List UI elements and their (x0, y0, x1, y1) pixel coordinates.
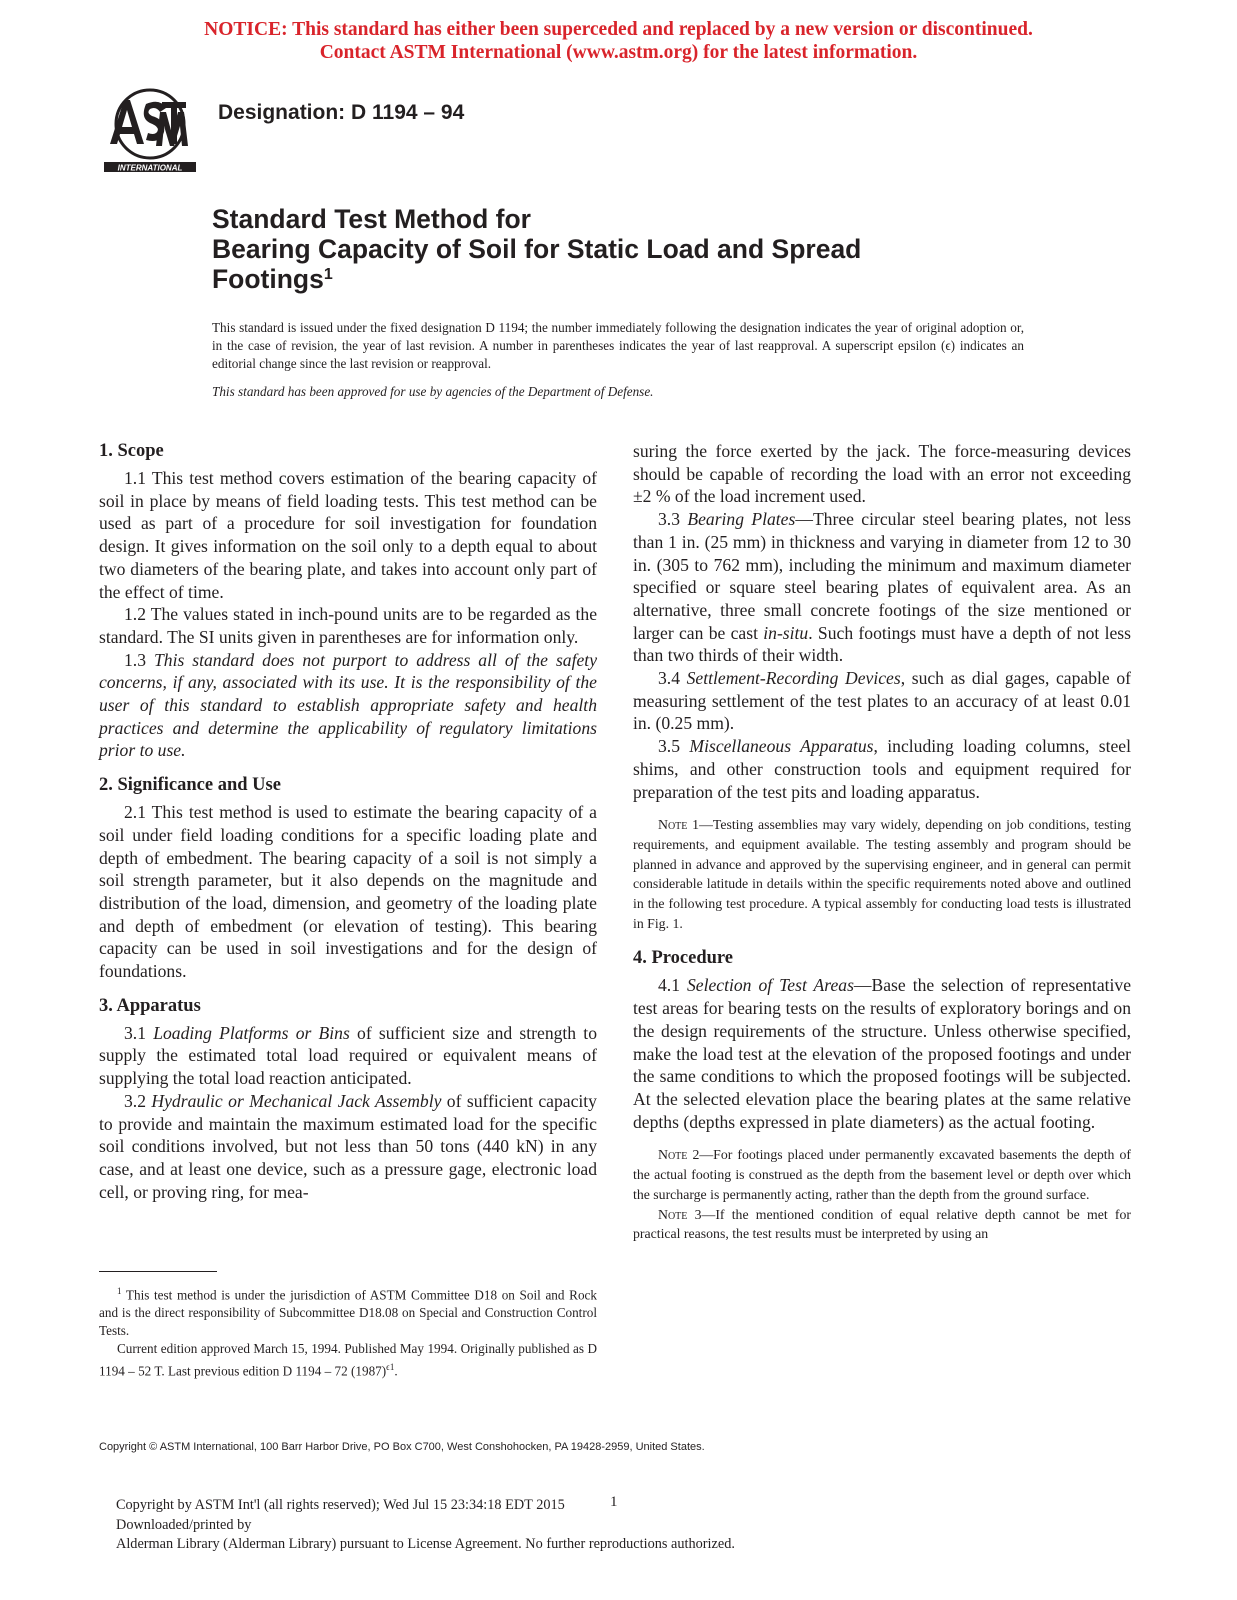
notice-line-1: NOTICE: This standard has either been superceded and replaced by a new version or discontinued. (204, 19, 1033, 40)
note-label: Note (658, 817, 688, 833)
section-heading-apparatus: 3. Apparatus (99, 995, 201, 1016)
page-number: 1 (610, 1494, 618, 1510)
paragraph-3-1 (99, 1022, 597, 1090)
paragraph-number: 3.3 (658, 509, 680, 530)
paragraph-title: Selection of Test Areas (687, 975, 854, 996)
issuance-statement: This standard is issued under the fixed designation D 1194; the number immediately following the designation indicates the year of original adoption or, in the case of revision, the year of last revision. A number in parentheses indicates the year of last reapproval. A superscript epsilon (ϵ) indicates an editorial change since the last revision or reapproval. (212, 320, 1024, 371)
paragraph-body: , including loading columns, steel shims, and other construction tools and equipment required for preparation of the test pits and loading apparatus. (633, 736, 1132, 802)
safety-statement: This standard does not purport to address all of the safety concerns, if any, associated with its use. It is the responsibility of the user of this standard to establish appropriate safety and health practices and determine the applicability of regulatory limitations prior to use. (99, 649, 597, 761)
paragraph-number: 4.1 (658, 975, 680, 996)
section-heading-significance: 2. Significance and Use (99, 775, 281, 796)
paragraph-3-5 (633, 735, 1131, 803)
paragraph-title: Loading Platforms or Bins (153, 1022, 350, 1043)
section-heading-procedure: 4. Procedure (633, 948, 734, 969)
note-body: 2—For footings placed under permanently excavated basements the depth of the actual footing is construed as the depth from the basement level or depth over which the surcharge is permanently acting, rather than the depth from the ground surface. (633, 1147, 1131, 1202)
paragraph-number: 3.5 (658, 736, 680, 757)
note-label: Note (658, 1147, 688, 1163)
title-line-2: Bearing Capacity of Soil for Static Load and Spread (212, 234, 862, 264)
note-1-text (633, 815, 1131, 933)
designation: Designation: D 1194 – 94 (218, 101, 465, 124)
title-line-3-text: Footings (212, 264, 324, 294)
notice-line-2: Contact ASTM International (www.astm.org) for the latest information. (319, 42, 918, 63)
paragraph-body-end: . Such footings must have a depth of not less than two thirds of their width. (633, 622, 1131, 666)
footnote-2 (99, 1340, 597, 1380)
download-line-2: Downloaded/printed by (116, 1516, 252, 1533)
paragraph-3-2-continued: suring the force exerted by the jack. The force-measuring devices should be capable of recording the load with an error not exceeding ±2 % of the load increment used. (633, 441, 1131, 507)
paragraph-number: 3.1 (124, 1022, 146, 1043)
paragraph-3-2 (99, 1090, 597, 1204)
paragraph-3-4 (633, 667, 1131, 735)
left-column (99, 440, 597, 1203)
title-line-3 (212, 264, 972, 294)
paragraph-body: , such as dial gages, capable of measuring settlement of the test plates to an accuracy of at least 0.01 in. (0.25 mm). (633, 668, 1131, 734)
section-heading-scope: 1. Scope (99, 441, 164, 461)
paragraph-number: 3.4 (658, 668, 680, 689)
note-3 (633, 1205, 1131, 1244)
paragraph-2-1: 2.1 This test method is used to estimate the bearing capacity of a soil under field loading conditions for a specific loading plate and depth of embedment. The bearing capacity of a soil is not simply a soil strength parameter, but it also depends on the magnitude and distribution of the load, dimension, and geometry of the loading plate and depth of embedment (or elevation of testing). This bearing capacity can be used in soil investigations and for the design of foundations. (99, 802, 597, 982)
footnote-mark: 1 (117, 1286, 122, 1296)
paragraph-body: of sufficient size and strength to supply the estimated total load required or equivalent means of supplying the total load reaction anticipated. (99, 1022, 597, 1089)
right-column (633, 440, 1131, 1258)
download-line-3: Alderman Library (Alderman Library) pursuant to License Agreement. No further reproductions authorized. (116, 1536, 735, 1552)
note-2 (633, 1145, 1131, 1204)
paragraph-body: —Three circular steel bearing plates, not less than 1 in. (25 mm) in thickness and varying in diameter from 12 to 30 in. (305 to 762 mm), including the minimum and maximum diameter specified or square steel bearing plates of equivalent area. As an alternative, three small concrete footings of the size mentioned or larger can be cast (633, 509, 1131, 643)
download-line-1: Copyright by ASTM Int'l (all rights reserved); Wed Jul 15 23:34:18 EDT 2015 (116, 1497, 565, 1513)
title-line-1: Standard Test Method for (212, 204, 531, 234)
astm-logo-icon (100, 82, 200, 176)
paragraph-1-1: 1.1 This test method covers estimation of the bearing capacity of soil in place by means of field loading tests. This test method can be used as part of a procedure for soil investigation for foundation design. It gives information on the soil only to a depth equal to about two diameters of the bearing plate, and takes into account only part of the effect of time. (99, 468, 597, 602)
footnotes (99, 1282, 597, 1381)
note-label: Note (658, 1206, 688, 1222)
footnote-end: . (394, 1363, 398, 1379)
paragraph-1-3 (99, 649, 597, 763)
note-1 (633, 815, 1131, 933)
paragraph-body: —Base the selection of representative test areas for bearing tests on the results of exploratory borings and on the design requirements of the structure. Unless otherwise specified, make the load test at the elevation of the proposed footings and under the same conditions to which the proposed footings will be subjected. At the selected elevation place the bearing plates at the same relative depths (depths expressed in plate diameters) as the actual footing. (633, 975, 1132, 1132)
copyright-line: Copyright © ASTM International, 100 Barr Harbor Drive, PO Box C700, West Conshohocken, PA 19428-2959, United States. (99, 1441, 705, 1453)
note-body: 1—Testing assemblies may vary widely, depending on job conditions, testing requirements, and equipment available. The testing assembly and program should be planned in advance and approved by the supervising engineer, and in general can permit considerable latitude in details within the specific requirements noted above and outlined in the following test procedure. A typical assembly for conducting load tests is illustrated in Fig. 1. (633, 817, 1131, 931)
svg-text:INTERNATIONAL: INTERNATIONAL (117, 163, 183, 173)
paragraph-1-2: 1.2 The values stated in inch-pound units are to be regarded as the standard. The SI units given in parentheses are for information only. (99, 604, 597, 647)
paragraph-3-3 (633, 508, 1131, 667)
paragraph-italic-term: in-situ (763, 622, 809, 643)
notice-banner (0, 18, 1237, 64)
download-info (116, 1496, 735, 1555)
paragraph-number: 1.3 (124, 649, 146, 670)
notes-2-3 (633, 1145, 1131, 1244)
footnote-text: Current edition approved March 15, 1994. Published May 1994. Originally published as D 1194 – 52 T. Last previous edition D 1194 – 72 (1987) (99, 1341, 597, 1379)
paragraph-title: Miscellaneous Apparatus (689, 736, 874, 757)
paragraph-title: Bearing Plates (687, 509, 796, 530)
dod-approval-statement: This standard has been approved for use by agencies of the Department of Defense. (212, 384, 654, 399)
footnote-1 (99, 1282, 597, 1340)
footnote-text: This test method is under the jurisdiction of ASTM Committee D18 on Soil and Rock and is the direct responsibility of Subcommittee D18.08 on Special and Construction Control Tests. (99, 1287, 597, 1339)
paragraph-body: of sufficient capacity to provide and maintain the maximum estimated load for the specific soil conditions involved, but not less than 50 tons (440 kN) in any case, and at least one device, such as a pressure gage, electronic load cell, or proving ring, for mea- (99, 1090, 597, 1202)
document-title (212, 204, 972, 294)
paragraph-title: Hydraulic or Mechanical Jack Assembly (151, 1090, 442, 1111)
paragraph-number: 3.2 (124, 1090, 146, 1111)
paragraph-4-1 (633, 974, 1131, 1133)
paragraph-title: Settlement-Recording Devices (686, 668, 901, 689)
title-footnote-mark: 1 (323, 266, 333, 283)
footnote-superscript: ϵ1 (386, 1362, 395, 1373)
note-body: 3—If the mentioned condition of equal relative depth cannot be met for practical reasons, the test results must be interpreted by using an (633, 1206, 1131, 1242)
footnote-divider (99, 1271, 217, 1272)
